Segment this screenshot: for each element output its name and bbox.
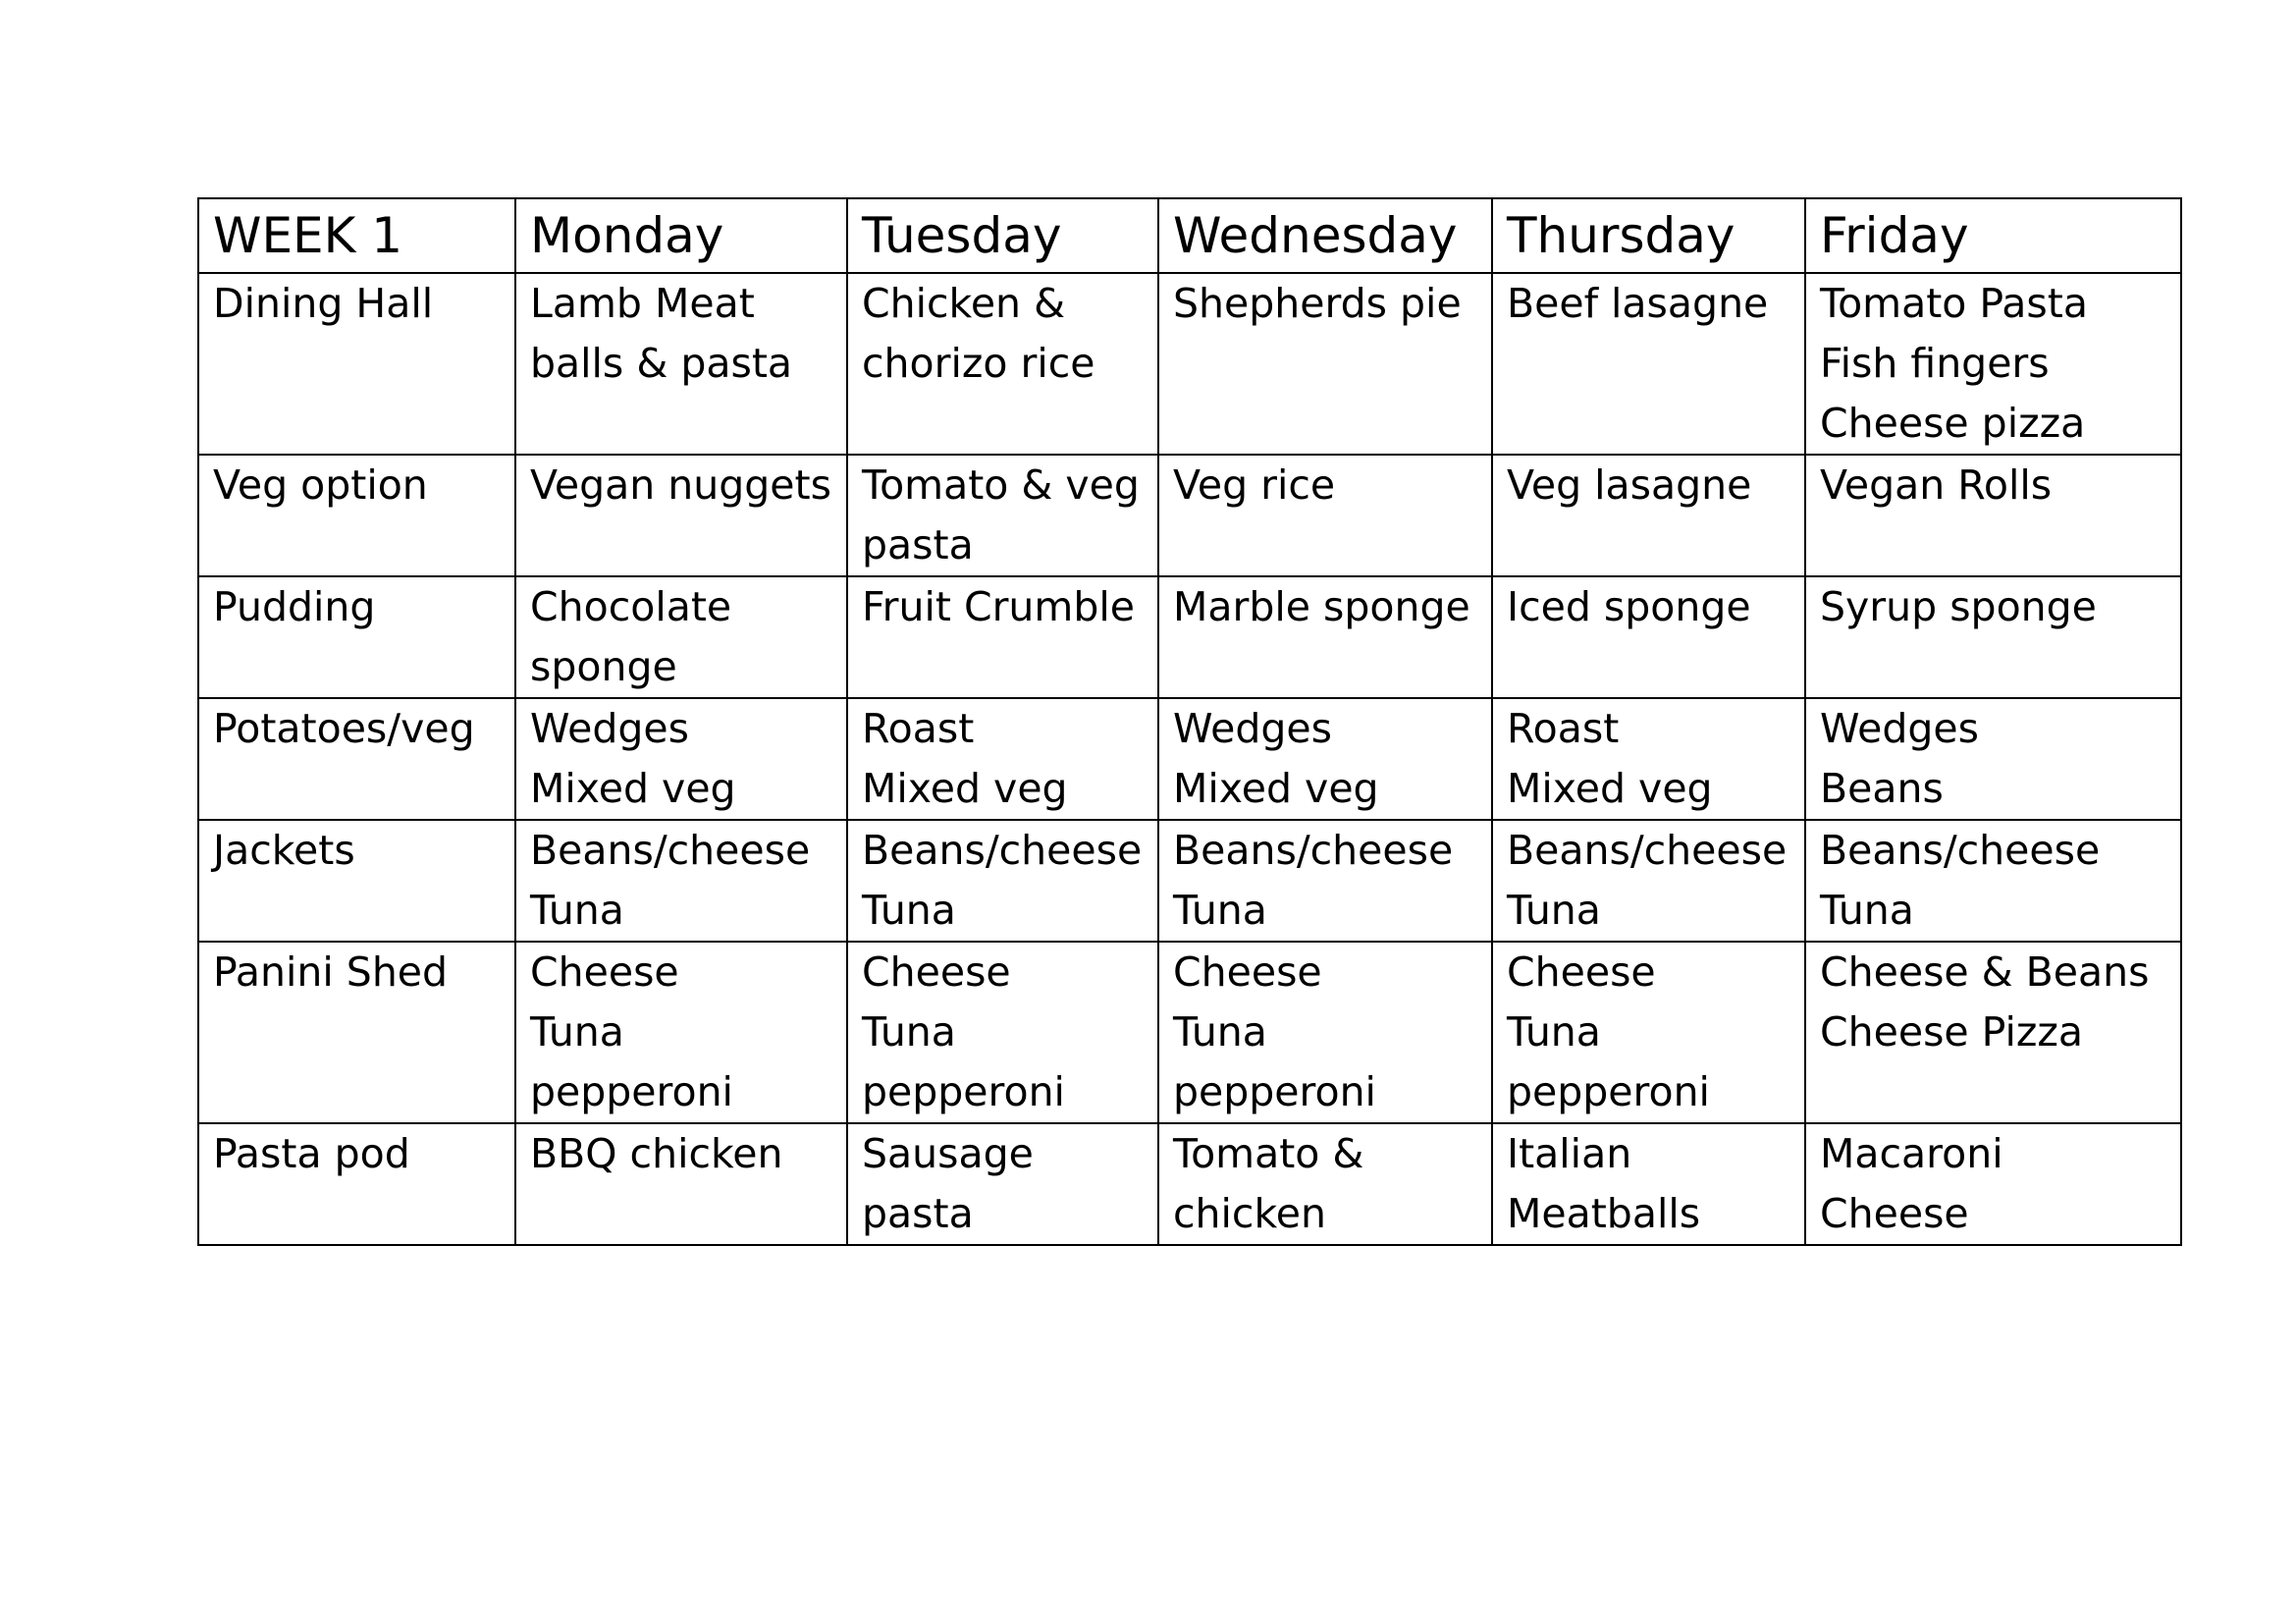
menu-item-line: pepperoni: [1173, 1068, 1376, 1115]
column-header-monday: Monday: [515, 198, 847, 273]
menu-item-line: Cheese: [530, 948, 679, 996]
menu-item-line: Italian: [1507, 1130, 1632, 1177]
week-label-header: WEEK 1: [198, 198, 515, 273]
row-label: Dining Hall: [198, 273, 515, 455]
menu-cell-wednesday: [1158, 942, 1492, 1123]
menu-item-line: Lamb Meat: [530, 280, 755, 327]
menu-item-line: Cheese Pizza: [1820, 1008, 2084, 1056]
menu-cell-friday: [1805, 273, 2181, 455]
menu-item-line: Chocolate: [530, 583, 732, 630]
menu-item-line: Veg lasagne: [1507, 461, 1752, 509]
menu-item-line: pasta: [862, 1190, 974, 1237]
menu-row: [198, 273, 2181, 455]
menu-item-line: Fish fingers: [1820, 340, 2050, 387]
menu-item-line: sponge: [530, 643, 677, 690]
menu-cell-tuesday: [847, 273, 1158, 455]
menu-item-line: Tuna: [1173, 1008, 1267, 1056]
menu-item-line: Tuna: [1507, 887, 1601, 934]
menu-row: [198, 942, 2181, 1123]
menu-cell-wednesday: [1158, 576, 1492, 698]
menu-item-line: Roast: [862, 705, 975, 752]
menu-item-line: Cheese pizza: [1820, 400, 2086, 447]
menu-cell-monday: [515, 698, 847, 820]
menu-cell-tuesday: [847, 576, 1158, 698]
menu-item-line: Veg rice: [1173, 461, 1336, 509]
menu-cell-monday: [515, 455, 847, 576]
header-row: [198, 198, 2181, 273]
menu-cell-friday: [1805, 455, 2181, 576]
menu-item-line: Syrup sponge: [1820, 583, 2097, 630]
menu-item-line: Mixed veg: [862, 765, 1068, 812]
menu-cell-thursday: [1492, 1123, 1805, 1245]
menu-item-line: Vegan nuggets: [530, 461, 831, 509]
menu-item-line: Macaroni: [1820, 1130, 2003, 1177]
menu-cell-monday: [515, 273, 847, 455]
menu-item-line: chorizo rice: [862, 340, 1095, 387]
menu-item-line: Tomato Pasta: [1820, 280, 2088, 327]
row-label: Pasta pod: [198, 1123, 515, 1245]
menu-item-line: Tomato &: [1173, 1130, 1364, 1177]
menu-cell-monday: [515, 820, 847, 942]
menu-cell-wednesday: [1158, 455, 1492, 576]
menu-item-line: Sausage: [862, 1130, 1034, 1177]
menu-item-line: BBQ chicken: [530, 1130, 783, 1177]
menu-item-line: pepperoni: [1507, 1068, 1710, 1115]
row-label: Pudding: [198, 576, 515, 698]
menu-item-line: Tuna: [862, 887, 956, 934]
column-header-wednesday: Wednesday: [1158, 198, 1492, 273]
menu-item-line: Mixed veg: [1173, 765, 1379, 812]
menu-item-line: Tuna: [1173, 887, 1267, 934]
menu-item-line: Beans/cheese: [862, 827, 1143, 874]
menu-item-line: Beef lasagne: [1507, 280, 1769, 327]
row-label: Potatoes/veg: [198, 698, 515, 820]
menu-cell-monday: [515, 942, 847, 1123]
menu-item-line: Roast: [1507, 705, 1620, 752]
menu-item-line: Tuna: [530, 1008, 624, 1056]
menu-cell-friday: [1805, 576, 2181, 698]
menu-cell-thursday: [1492, 698, 1805, 820]
menu-cell-tuesday: [847, 942, 1158, 1123]
menu-item-line: Tuna: [1507, 1008, 1601, 1056]
week-menu-table: [197, 197, 2182, 1246]
menu-body: [198, 273, 2181, 1245]
row-label: Veg option: [198, 455, 515, 576]
menu-cell-thursday: [1492, 273, 1805, 455]
menu-item-line: Cheese: [862, 948, 1011, 996]
menu-item-line: Wedges: [530, 705, 689, 752]
menu-cell-thursday: [1492, 576, 1805, 698]
menu-row: [198, 576, 2181, 698]
menu-cell-tuesday: [847, 698, 1158, 820]
menu-item-line: Mixed veg: [1507, 765, 1713, 812]
menu-item-line: Beans/cheese: [1507, 827, 1788, 874]
menu-item-line: Wedges: [1820, 705, 1979, 752]
menu-item-line: Cheese & Beans: [1820, 948, 2150, 996]
menu-cell-wednesday: [1158, 820, 1492, 942]
menu-cell-friday: [1805, 1123, 2181, 1245]
menu-item-line: Cheese: [1173, 948, 1322, 996]
menu-item-line: Tomato & veg: [862, 461, 1140, 509]
column-header-friday: Friday: [1805, 198, 2181, 273]
menu-cell-thursday: [1492, 942, 1805, 1123]
menu-item-line: Mixed veg: [530, 765, 736, 812]
menu-cell-wednesday: [1158, 273, 1492, 455]
menu-cell-friday: [1805, 698, 2181, 820]
menu-row: [198, 820, 2181, 942]
menu-item-line: Beans: [1820, 765, 1944, 812]
menu-cell-monday: [515, 1123, 847, 1245]
menu-item-line: Beans/cheese: [1173, 827, 1454, 874]
menu-cell-friday: [1805, 942, 2181, 1123]
menu-item-line: pepperoni: [530, 1068, 733, 1115]
column-header-thursday: Thursday: [1492, 198, 1805, 273]
menu-item-line: Tuna: [862, 1008, 956, 1056]
menu-item-line: Meatballs: [1507, 1190, 1701, 1237]
menu-item-line: pepperoni: [862, 1068, 1065, 1115]
menu-item-line: balls & pasta: [530, 340, 793, 387]
menu-cell-thursday: [1492, 455, 1805, 576]
menu-item-line: Cheese: [1820, 1190, 1969, 1237]
row-label: Jackets: [198, 820, 515, 942]
menu-item-line: Wedges: [1173, 705, 1332, 752]
row-label: Panini Shed: [198, 942, 515, 1123]
menu-cell-friday: [1805, 820, 2181, 942]
menu-item-line: Marble sponge: [1173, 583, 1470, 630]
menu-row: [198, 455, 2181, 576]
menu-cell-tuesday: [847, 455, 1158, 576]
menu-item-line: Beans/cheese: [530, 827, 811, 874]
menu-item-line: Chicken &: [862, 280, 1066, 327]
menu-item-line: chicken: [1173, 1190, 1326, 1237]
menu-item-line: pasta: [862, 521, 974, 568]
column-header-tuesday: Tuesday: [847, 198, 1158, 273]
menu-item-line: Tuna: [530, 887, 624, 934]
menu-cell-wednesday: [1158, 1123, 1492, 1245]
menu-row: [198, 1123, 2181, 1245]
menu-item-line: Cheese: [1507, 948, 1656, 996]
menu-cell-thursday: [1492, 820, 1805, 942]
menu-row: [198, 698, 2181, 820]
menu-cell-tuesday: [847, 820, 1158, 942]
menu-cell-wednesday: [1158, 698, 1492, 820]
menu-item-line: Beans/cheese: [1820, 827, 2101, 874]
menu-item-line: Vegan Rolls: [1820, 461, 2053, 509]
menu-item-line: Iced sponge: [1507, 583, 1751, 630]
menu-item-line: Fruit Crumble: [862, 583, 1135, 630]
menu-cell-monday: [515, 576, 847, 698]
menu-cell-tuesday: [847, 1123, 1158, 1245]
menu-item-line: Shepherds pie: [1173, 280, 1462, 327]
menu-item-line: Tuna: [1820, 887, 1914, 934]
